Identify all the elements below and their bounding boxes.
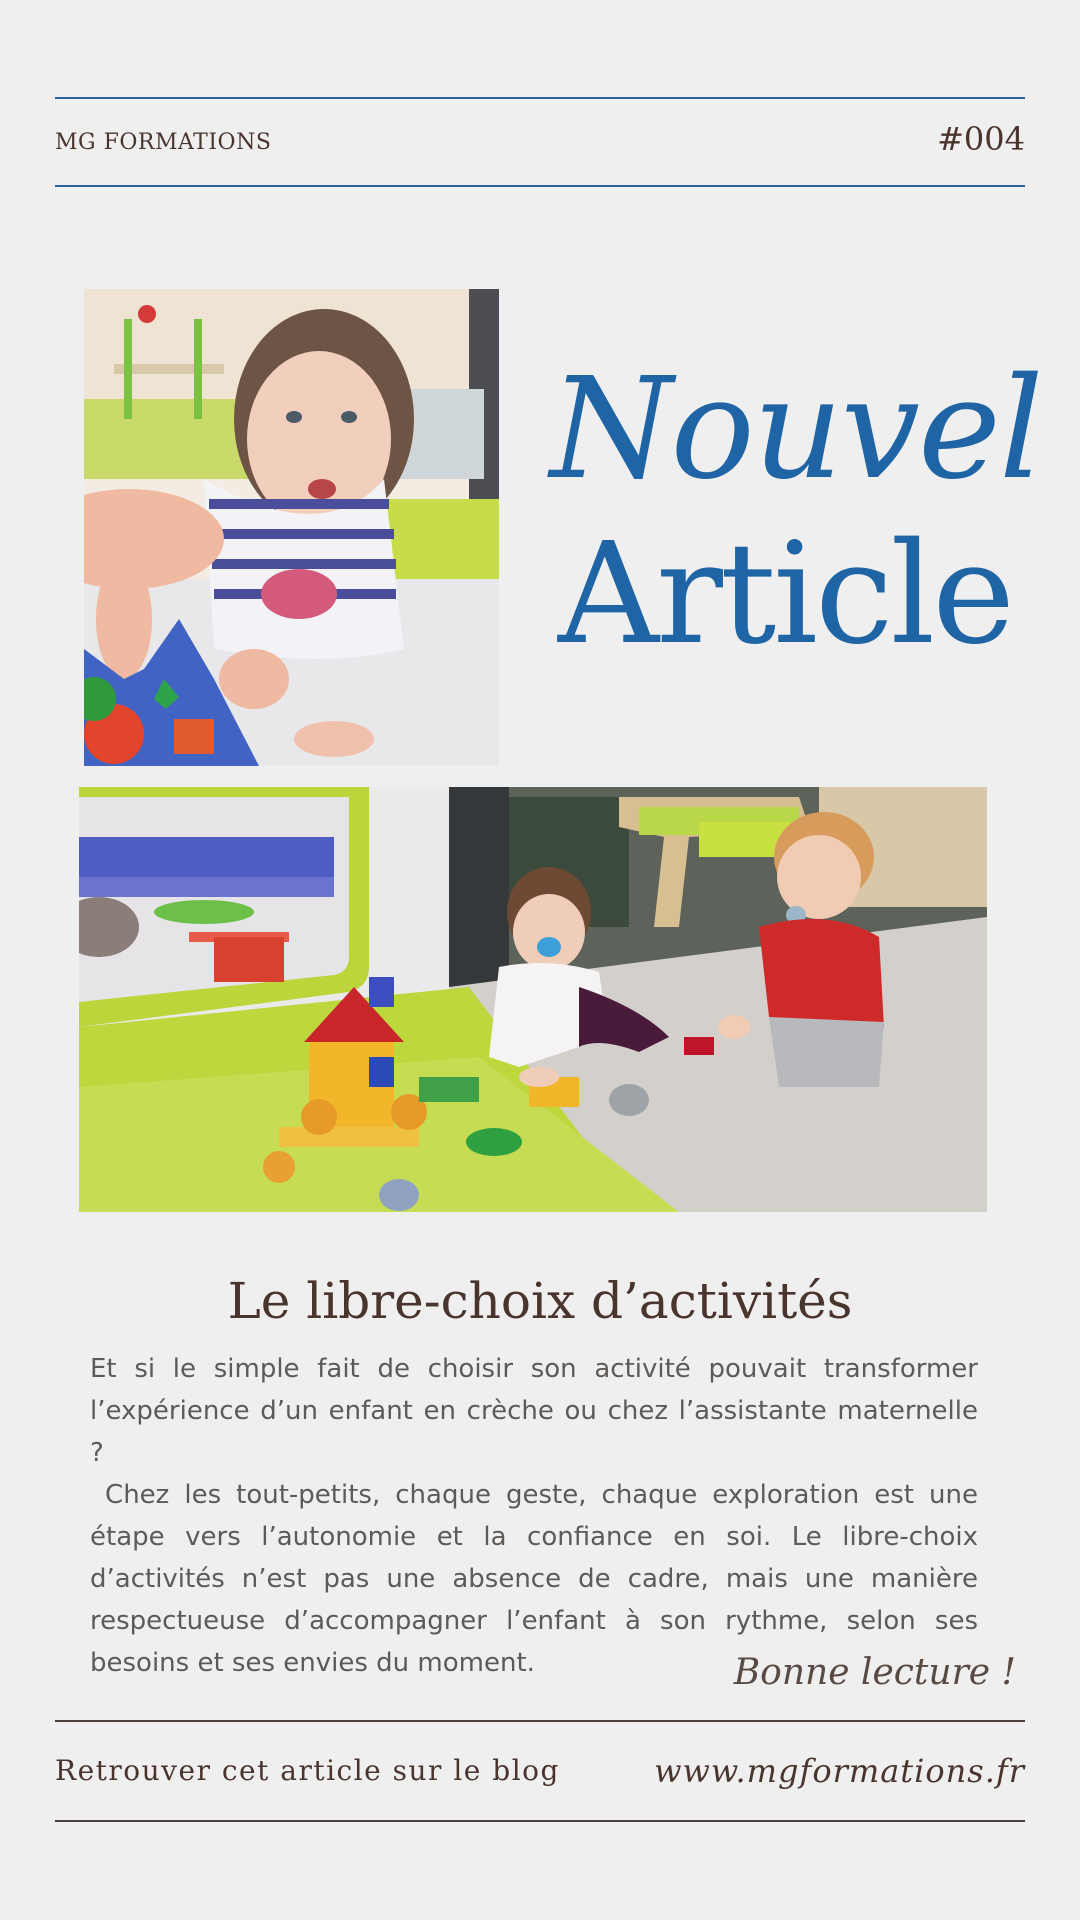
article-paragraph-1: Et si le simple fait de choisir son activité pouvait transformer l’expérience d’un enfant en crèche ou chez l’assistante maternelle ? <box>90 1354 978 1468</box>
top-divider <box>55 97 1025 99</box>
article-heading: Le libre-choix d’activités <box>227 1272 853 1330</box>
footer-top-divider <box>55 1720 1025 1722</box>
baby-portrait-photo <box>84 289 499 766</box>
blog-callout: Retrouver cet article sur le blog <box>55 1754 560 1787</box>
article-paragraph-2: Chez les tout-petits, chaque geste, chaque exploration est une étape vers l’autonomie et la confiance en soi. Le libre-choix d’activités n’est pas une absence de cadre, mais une manière respectueuse d’accompagner l’enfant à son rythme, selon ses besoins et ses envies du moment. <box>90 1480 978 1678</box>
signoff-text: Bonne lecture ! <box>733 1652 1016 1693</box>
article-body <box>90 1348 978 1684</box>
website-link[interactable]: www.mgformations.fr <box>654 1752 1025 1790</box>
header-divider <box>55 185 1025 187</box>
toddlers-playing-photo <box>79 787 987 1212</box>
footer-bottom-divider <box>55 1820 1025 1822</box>
title-nouvel: Nouvel <box>550 348 1042 511</box>
issue-number: #004 <box>937 120 1025 158</box>
title-article: Article <box>557 513 1013 676</box>
brand-name: MG FORMATIONS <box>55 130 272 155</box>
